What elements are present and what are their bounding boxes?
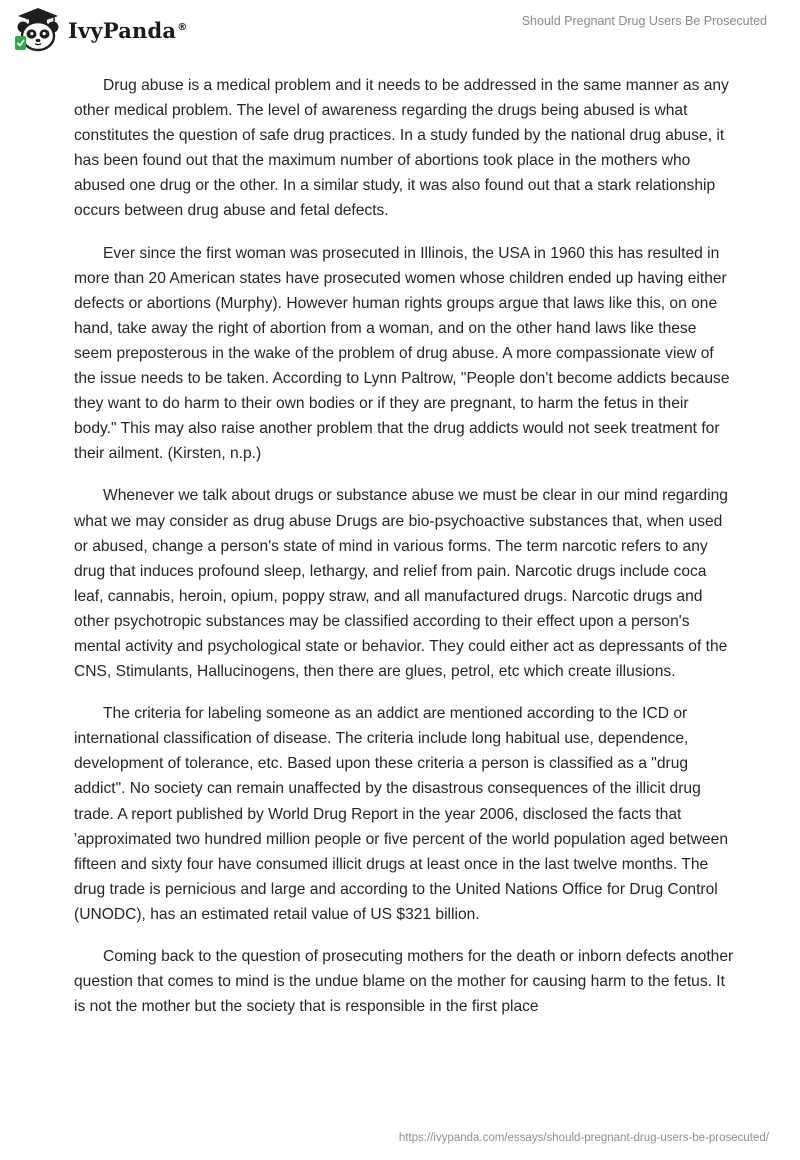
source-url[interactable]: https://ivypanda.com/essays/should-pregnant-drug-users-be-prosecuted/ (398, 1132, 769, 1144)
page-header (0, 0, 800, 60)
brand-logo[interactable] (14, 6, 187, 52)
document-title: Should Pregnant Drug Users Be Prosecuted (521, 14, 767, 28)
paragraph: Whenever we talk about drugs or substance abuse we must be clear in our mind regarding what we may consider as drug abuse Drugs are bio-psychoactive substances that, when used or abused, change a person's state of mind in various forms. The term narcotic refers to any drug that induces profound sleep, lethargy, and relief from pain. Narcotic drugs include coca leaf, cannabis, heroin, opium, poppy straw, and all manufactured drugs. Narcotic drugs and other psychotropic substances may be classified according to their effect upon a person's mental activity and psychological state or behavior. They could either act as depressants of the CNS, Stimulants, Hallucinogens, then there are glues, petrol, etc which create illusions. (74, 487, 728, 681)
registered-mark: ® (177, 21, 188, 33)
paragraph: Ever since the first woman was prosecuted in Illinois, the USA in 1960 this has resulted in more than 20 American states have prosecuted women whose children ended up having either defects or abortions (Murphy). However human rights groups argue that laws like this, on one hand, take away the right of abortion from a woman, and on the other hand laws like these seem preposterous in the wake of the problem of drug abuse. A more compassionate view of the issue needs to be taken. According to Lynn Paltrow, "People don't become addicts because they want to do harm to their own bodies or if they are pregnant, to harm the fetus in their body." This may also raise another problem that the drug addicts would not seek treatment for their ailment. (Kirsten, n.p.) (74, 244, 730, 463)
paragraph: Drug abuse is a medical problem and it needs to be addressed in the same manner as any other medical problem. The level of awareness regarding the drugs being abused is what constitutes the question of safe drug practices. In a study funded by the national drug abuse, it has been found out that the maximum number of abortions took place in the mothers who abused one drug or the other. In a similar study, it was also found out that a stark relationship occurs between drug abuse and fetal defects. (74, 77, 729, 220)
paragraph: Coming back to the question of prosecuting mothers for the death or inborn defects another question that comes to mind is the undue blame on the mother for causing harm to the fetus. It is not the mother but the society that is responsible in the first place (74, 948, 734, 1016)
panda-graduation-cap-icon (14, 6, 62, 52)
paragraph: The criteria for labeling someone as an addict are mentioned according to the ICD or international classification of disease. The criteria include long habitual use, dependence, development of tolerance, etc. Based upon these criteria a person is classified as a "drug addict". No society can remain unaffected by the disastrous consequences of the illicit drug trade. A report published by World Drug Report in the year 2006, disclosed the facts that 'approximated two hundred million people or five percent of the world population aged between fifteen and sixty four have consumed illicit drugs at least once in the last twelve months. The drug trade is pernicious and large and according to the United Nations Office for Drug Control (UNODC), has an estimated retail value of US $321 billion. (74, 705, 729, 923)
brand-name: IvyPanda® (68, 17, 188, 43)
essay-body (74, 73, 734, 1036)
